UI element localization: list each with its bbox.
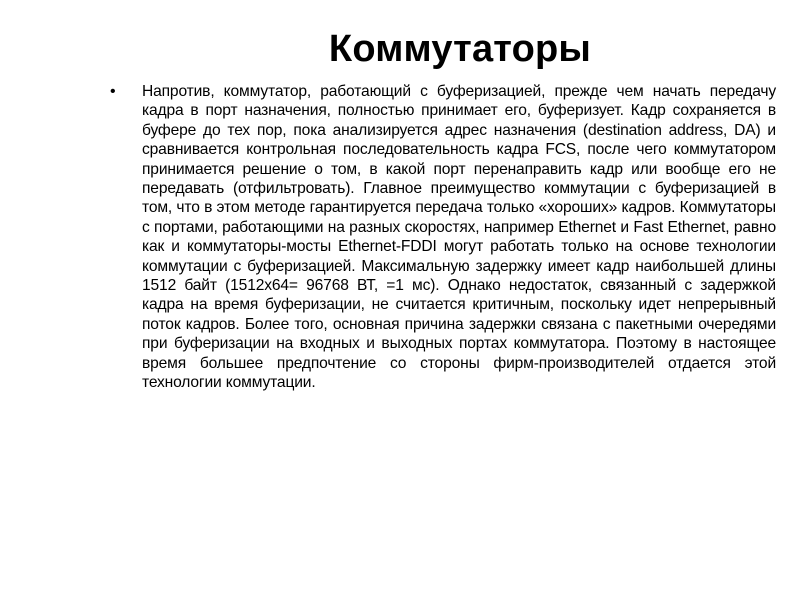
slide-content	[110, 82, 776, 393]
slide-title: Коммутаторы	[328, 28, 592, 70]
bullet-marker: •	[110, 83, 116, 100]
bullet-item	[110, 82, 776, 393]
bullet-text: Напротив, коммутатор, работающий с буферизацией, прежде чем начать передачу кадра в порт назначения, полностью принимает его, буферизует. Кадр сохраняется в буфере до тех пор, пока анализируется адрес назначения (destination address, DA) и сравнивается контрольная последовательность кадра FCS, после чего коммутатором принимается решение о том, в какой порт перенаправить кадр или вообще его не передавать (отфильтровать). Главное преимущество коммутации с буферизацией в том, что в этом методе гарантируется передача только «хороших» кадров. Коммутаторы с портами, работающими на разных скоростях, например Ethernet и Fast Ethernet, равно как и коммутаторы-мосты Ethernet-FDDI могут работать только на основе технологии коммутации с буферизацией. Максимальную задержку имеет кадр наибольшей длины 1512 байт (1512x64= 96768 ВТ, =1 мс). Однако недостаток, связанный с задержкой кадра на время буферизации, не считается критичным, поскольку идет непрерывный поток кадров. Более того, основная причина задержки связана с пакетными очередями при буферизации на входных и выходных портах коммутатора. Поэтому в настоящее время большее предпочтение со стороны фирм-производителей отдается этой технологии коммутации.	[142, 83, 776, 392]
